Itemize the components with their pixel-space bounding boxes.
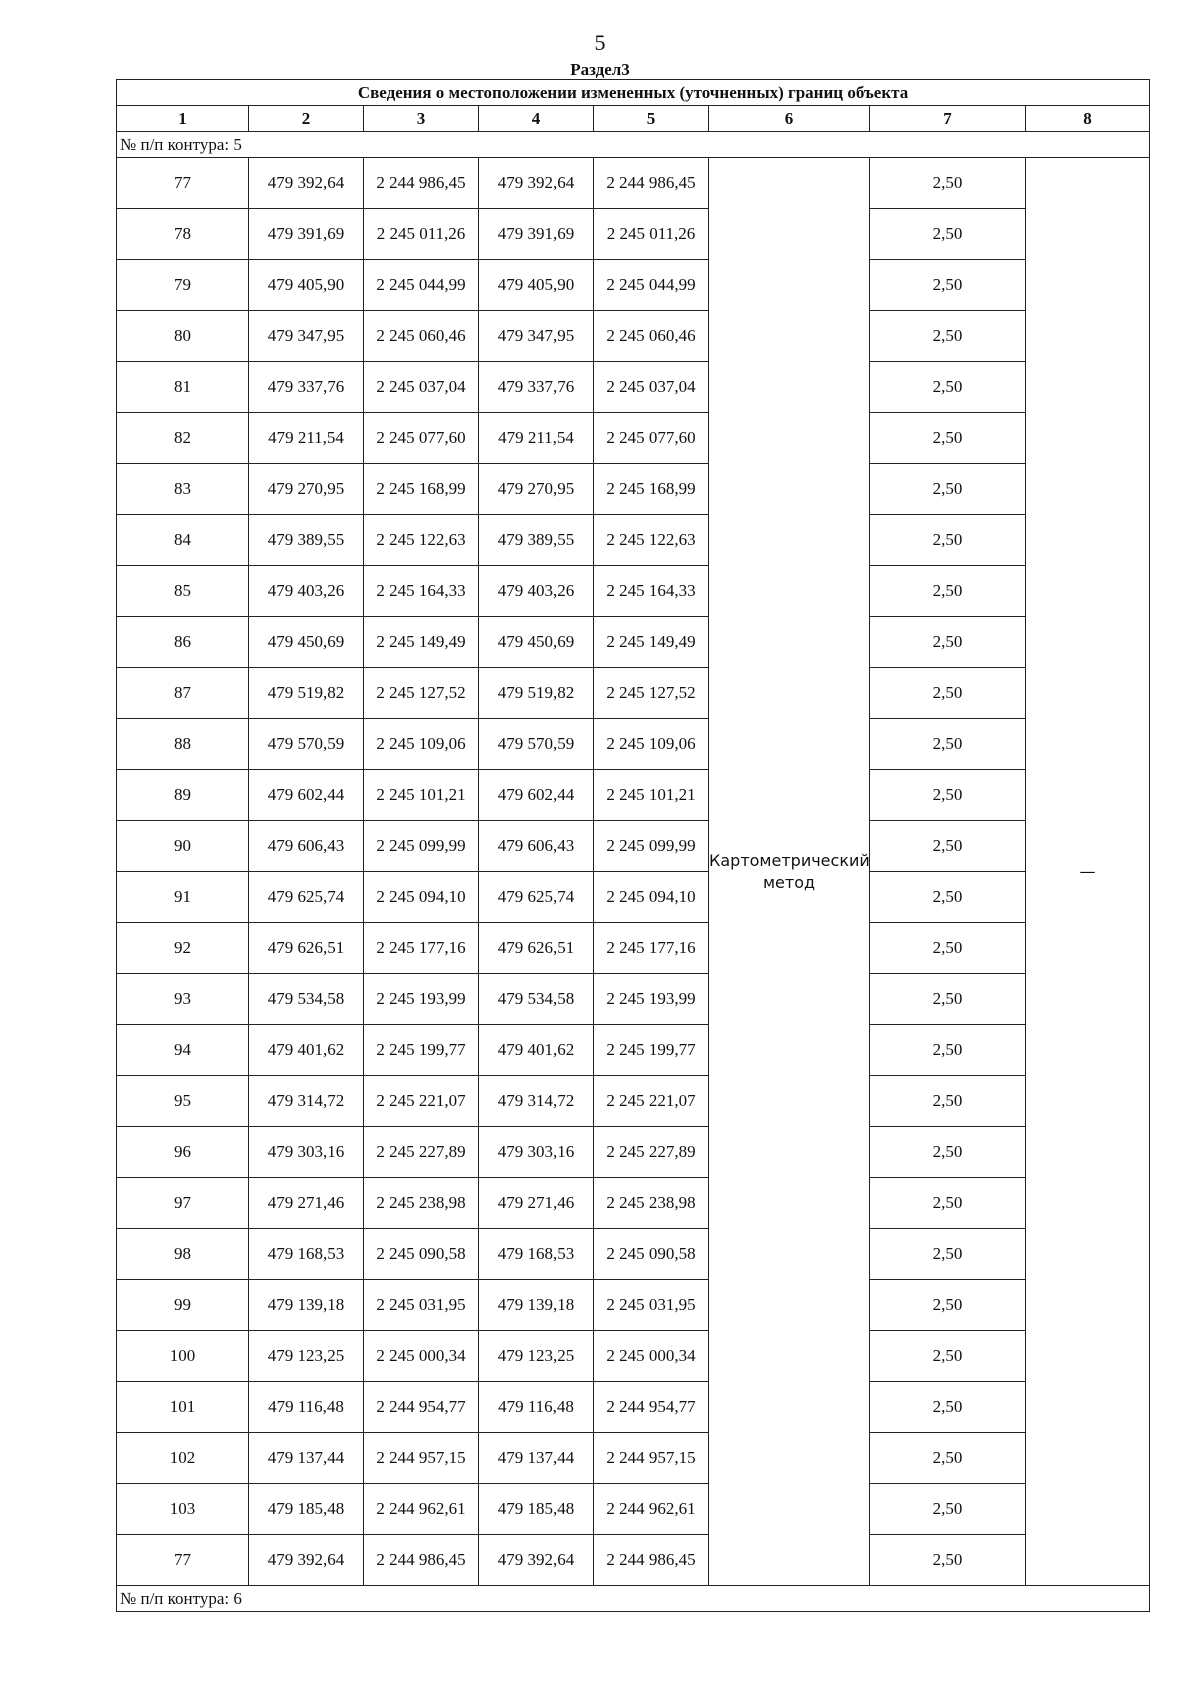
- y-new-cell: 2 245 060,46: [594, 311, 709, 362]
- note-cell: —: [1026, 158, 1150, 1586]
- point-number-cell: 89: [117, 770, 249, 821]
- x-new-cell: 479 626,51: [479, 923, 594, 974]
- point-number-cell: 92: [117, 923, 249, 974]
- x-existing-cell: 479 139,18: [249, 1280, 364, 1331]
- y-new-cell: 2 245 238,98: [594, 1178, 709, 1229]
- y-existing-cell: 2 245 164,33: [364, 566, 479, 617]
- table-row: [117, 1025, 1150, 1076]
- column-header: 8: [1026, 106, 1150, 132]
- table-row: [117, 668, 1150, 719]
- table-row: [117, 770, 1150, 821]
- coordinates-table: [116, 79, 1150, 1612]
- table-row: [117, 1433, 1150, 1484]
- point-number-cell: 83: [117, 464, 249, 515]
- accuracy-cell: 2,50: [870, 1229, 1026, 1280]
- y-new-cell: 2 244 962,61: [594, 1484, 709, 1535]
- x-existing-cell: 479 168,53: [249, 1229, 364, 1280]
- x-existing-cell: 479 185,48: [249, 1484, 364, 1535]
- point-number-cell: 90: [117, 821, 249, 872]
- y-existing-cell: 2 245 037,04: [364, 362, 479, 413]
- table-row: [117, 923, 1150, 974]
- y-new-cell: 2 245 037,04: [594, 362, 709, 413]
- table-row: [117, 617, 1150, 668]
- y-new-cell: 2 245 044,99: [594, 260, 709, 311]
- point-number-cell: 84: [117, 515, 249, 566]
- y-existing-cell: 2 245 094,10: [364, 872, 479, 923]
- y-new-cell: 2 245 122,63: [594, 515, 709, 566]
- point-number-cell: 80: [117, 311, 249, 362]
- table-row: [117, 413, 1150, 464]
- table-row: [117, 872, 1150, 923]
- x-existing-cell: 479 391,69: [249, 209, 364, 260]
- table-row: [117, 311, 1150, 362]
- y-new-cell: 2 245 164,33: [594, 566, 709, 617]
- y-new-cell: 2 244 986,45: [594, 1535, 709, 1586]
- x-new-cell: 479 168,53: [479, 1229, 594, 1280]
- x-new-cell: 479 139,18: [479, 1280, 594, 1331]
- table-row: [117, 1280, 1150, 1331]
- point-number-cell: 78: [117, 209, 249, 260]
- column-header: 7: [870, 106, 1026, 132]
- y-new-cell: 2 245 011,26: [594, 209, 709, 260]
- table-row: [117, 566, 1150, 617]
- y-new-cell: 2 245 149,49: [594, 617, 709, 668]
- x-new-cell: 479 116,48: [479, 1382, 594, 1433]
- x-new-cell: 479 401,62: [479, 1025, 594, 1076]
- accuracy-cell: 2,50: [870, 719, 1026, 770]
- accuracy-cell: 2,50: [870, 362, 1026, 413]
- x-existing-cell: 479 347,95: [249, 311, 364, 362]
- x-new-cell: 479 137,44: [479, 1433, 594, 1484]
- x-existing-cell: 479 337,76: [249, 362, 364, 413]
- y-new-cell: 2 245 127,52: [594, 668, 709, 719]
- y-new-cell: 2 245 077,60: [594, 413, 709, 464]
- x-new-cell: 479 450,69: [479, 617, 594, 668]
- column-header: 6: [709, 106, 870, 132]
- x-existing-cell: 479 314,72: [249, 1076, 364, 1127]
- y-existing-cell: 2 245 109,06: [364, 719, 479, 770]
- point-number-cell: 91: [117, 872, 249, 923]
- accuracy-cell: 2,50: [870, 209, 1026, 260]
- point-number-cell: 93: [117, 974, 249, 1025]
- accuracy-cell: 2,50: [870, 974, 1026, 1025]
- column-header-row: [117, 106, 1150, 132]
- table-row: [117, 1535, 1150, 1586]
- x-new-cell: 479 391,69: [479, 209, 594, 260]
- accuracy-cell: 2,50: [870, 1280, 1026, 1331]
- y-new-cell: 2 245 109,06: [594, 719, 709, 770]
- table-row: [117, 821, 1150, 872]
- y-existing-cell: 2 245 221,07: [364, 1076, 479, 1127]
- y-new-cell: 2 245 101,21: [594, 770, 709, 821]
- table-row: [117, 1229, 1150, 1280]
- point-number-cell: 97: [117, 1178, 249, 1229]
- y-existing-cell: 2 245 011,26: [364, 209, 479, 260]
- y-existing-cell: 2 245 238,98: [364, 1178, 479, 1229]
- table-title: Сведения о местоположении измененных (уточненных) границ объекта: [117, 80, 1150, 106]
- accuracy-cell: 2,50: [870, 668, 1026, 719]
- point-number-cell: 88: [117, 719, 249, 770]
- table-row: [117, 1484, 1150, 1535]
- y-new-cell: 2 245 031,95: [594, 1280, 709, 1331]
- x-new-cell: 479 519,82: [479, 668, 594, 719]
- y-new-cell: 2 245 221,07: [594, 1076, 709, 1127]
- section-label: Раздел3: [570, 60, 630, 79]
- x-existing-cell: 479 123,25: [249, 1331, 364, 1382]
- column-header: 2: [249, 106, 364, 132]
- x-existing-cell: 479 602,44: [249, 770, 364, 821]
- point-number-cell: 86: [117, 617, 249, 668]
- y-existing-cell: 2 245 149,49: [364, 617, 479, 668]
- x-existing-cell: 479 271,46: [249, 1178, 364, 1229]
- x-existing-cell: 479 570,59: [249, 719, 364, 770]
- x-existing-cell: 479 401,62: [249, 1025, 364, 1076]
- table-row: [117, 1331, 1150, 1382]
- x-existing-cell: 479 534,58: [249, 974, 364, 1025]
- table-row: [117, 158, 1150, 209]
- table-row: [117, 974, 1150, 1025]
- x-new-cell: 479 271,46: [479, 1178, 594, 1229]
- point-number-cell: 99: [117, 1280, 249, 1331]
- y-existing-cell: 2 245 193,99: [364, 974, 479, 1025]
- y-existing-cell: 2 245 168,99: [364, 464, 479, 515]
- y-existing-cell: 2 245 199,77: [364, 1025, 479, 1076]
- x-new-cell: 479 347,95: [479, 311, 594, 362]
- accuracy-cell: 2,50: [870, 1535, 1026, 1586]
- y-new-cell: 2 245 193,99: [594, 974, 709, 1025]
- x-new-cell: 479 270,95: [479, 464, 594, 515]
- y-existing-cell: 2 245 031,95: [364, 1280, 479, 1331]
- point-number-cell: 98: [117, 1229, 249, 1280]
- point-number-cell: 102: [117, 1433, 249, 1484]
- x-existing-cell: 479 116,48: [249, 1382, 364, 1433]
- accuracy-cell: 2,50: [870, 770, 1026, 821]
- table-row: [117, 1076, 1150, 1127]
- x-existing-cell: 479 450,69: [249, 617, 364, 668]
- x-new-cell: 479 534,58: [479, 974, 594, 1025]
- table-row: [117, 209, 1150, 260]
- table-row: [117, 464, 1150, 515]
- accuracy-cell: 2,50: [870, 1178, 1026, 1229]
- accuracy-cell: 2,50: [870, 1484, 1026, 1535]
- y-new-cell: 2 244 986,45: [594, 158, 709, 209]
- accuracy-cell: 2,50: [870, 617, 1026, 668]
- y-new-cell: 2 245 177,16: [594, 923, 709, 974]
- y-existing-cell: 2 245 227,89: [364, 1127, 479, 1178]
- point-number-cell: 81: [117, 362, 249, 413]
- x-existing-cell: 479 211,54: [249, 413, 364, 464]
- y-new-cell: 2 245 227,89: [594, 1127, 709, 1178]
- x-existing-cell: 479 403,26: [249, 566, 364, 617]
- column-header: 1: [117, 106, 249, 132]
- accuracy-cell: 2,50: [870, 566, 1026, 617]
- point-number-cell: 103: [117, 1484, 249, 1535]
- accuracy-cell: 2,50: [870, 413, 1026, 464]
- y-new-cell: 2 245 199,77: [594, 1025, 709, 1076]
- x-new-cell: 479 392,64: [479, 158, 594, 209]
- table-row: [117, 719, 1150, 770]
- point-number-cell: 85: [117, 566, 249, 617]
- table-row: [117, 515, 1150, 566]
- x-new-cell: 479 606,43: [479, 821, 594, 872]
- table-row: [117, 1382, 1150, 1433]
- table-row: [117, 362, 1150, 413]
- contour-label-end: № п/п контура: 6: [117, 1586, 1150, 1612]
- y-new-cell: 2 245 099,99: [594, 821, 709, 872]
- point-number-cell: 101: [117, 1382, 249, 1433]
- y-existing-cell: 2 245 090,58: [364, 1229, 479, 1280]
- accuracy-cell: 2,50: [870, 464, 1026, 515]
- point-number-cell: 95: [117, 1076, 249, 1127]
- column-header: 4: [479, 106, 594, 132]
- accuracy-cell: 2,50: [870, 1025, 1026, 1076]
- point-number-cell: 79: [117, 260, 249, 311]
- x-new-cell: 479 123,25: [479, 1331, 594, 1382]
- y-new-cell: 2 244 954,77: [594, 1382, 709, 1433]
- contour-label-start: № п/п контура: 5: [117, 132, 1150, 158]
- x-new-cell: 479 389,55: [479, 515, 594, 566]
- accuracy-cell: 2,50: [870, 821, 1026, 872]
- x-new-cell: 479 392,64: [479, 1535, 594, 1586]
- point-number-cell: 82: [117, 413, 249, 464]
- x-new-cell: 479 403,26: [479, 566, 594, 617]
- y-existing-cell: 2 245 101,21: [364, 770, 479, 821]
- y-existing-cell: 2 245 044,99: [364, 260, 479, 311]
- x-existing-cell: 479 519,82: [249, 668, 364, 719]
- table-row: [117, 1127, 1150, 1178]
- point-number-cell: 77: [117, 158, 249, 209]
- accuracy-cell: 2,50: [870, 1331, 1026, 1382]
- accuracy-cell: 2,50: [870, 515, 1026, 566]
- point-number-cell: 77: [117, 1535, 249, 1586]
- y-new-cell: 2 245 168,99: [594, 464, 709, 515]
- table-row: [117, 260, 1150, 311]
- y-existing-cell: 2 245 177,16: [364, 923, 479, 974]
- x-new-cell: 479 303,16: [479, 1127, 594, 1178]
- y-existing-cell: 2 244 986,45: [364, 1535, 479, 1586]
- page-number: 5: [594, 30, 606, 55]
- y-existing-cell: 2 244 986,45: [364, 158, 479, 209]
- x-existing-cell: 479 303,16: [249, 1127, 364, 1178]
- x-new-cell: 479 314,72: [479, 1076, 594, 1127]
- y-new-cell: 2 245 094,10: [594, 872, 709, 923]
- x-existing-cell: 479 270,95: [249, 464, 364, 515]
- y-existing-cell: 2 245 127,52: [364, 668, 479, 719]
- x-existing-cell: 479 392,64: [249, 1535, 364, 1586]
- table-row: [117, 1178, 1150, 1229]
- y-existing-cell: 2 245 122,63: [364, 515, 479, 566]
- x-existing-cell: 479 626,51: [249, 923, 364, 974]
- x-new-cell: 479 211,54: [479, 413, 594, 464]
- y-new-cell: 2 245 000,34: [594, 1331, 709, 1382]
- accuracy-cell: 2,50: [870, 872, 1026, 923]
- accuracy-cell: 2,50: [870, 260, 1026, 311]
- x-existing-cell: 479 137,44: [249, 1433, 364, 1484]
- y-existing-cell: 2 245 099,99: [364, 821, 479, 872]
- column-header: 5: [594, 106, 709, 132]
- y-existing-cell: 2 244 954,77: [364, 1382, 479, 1433]
- y-existing-cell: 2 245 077,60: [364, 413, 479, 464]
- y-new-cell: 2 245 090,58: [594, 1229, 709, 1280]
- y-new-cell: 2 244 957,15: [594, 1433, 709, 1484]
- point-number-cell: 96: [117, 1127, 249, 1178]
- x-existing-cell: 479 392,64: [249, 158, 364, 209]
- x-new-cell: 479 337,76: [479, 362, 594, 413]
- x-existing-cell: 479 625,74: [249, 872, 364, 923]
- accuracy-cell: 2,50: [870, 1382, 1026, 1433]
- accuracy-cell: 2,50: [870, 923, 1026, 974]
- column-header: 3: [364, 106, 479, 132]
- x-new-cell: 479 405,90: [479, 260, 594, 311]
- y-existing-cell: 2 244 957,15: [364, 1433, 479, 1484]
- x-existing-cell: 479 389,55: [249, 515, 364, 566]
- x-existing-cell: 479 405,90: [249, 260, 364, 311]
- y-existing-cell: 2 245 060,46: [364, 311, 479, 362]
- y-existing-cell: 2 244 962,61: [364, 1484, 479, 1535]
- x-new-cell: 479 185,48: [479, 1484, 594, 1535]
- accuracy-cell: 2,50: [870, 1127, 1026, 1178]
- x-new-cell: 479 602,44: [479, 770, 594, 821]
- x-new-cell: 479 625,74: [479, 872, 594, 923]
- y-existing-cell: 2 245 000,34: [364, 1331, 479, 1382]
- point-number-cell: 100: [117, 1331, 249, 1382]
- accuracy-cell: 2,50: [870, 311, 1026, 362]
- point-number-cell: 87: [117, 668, 249, 719]
- accuracy-cell: 2,50: [870, 158, 1026, 209]
- accuracy-cell: 2,50: [870, 1076, 1026, 1127]
- accuracy-cell: 2,50: [870, 1433, 1026, 1484]
- x-new-cell: 479 570,59: [479, 719, 594, 770]
- method-cell: Картометрический метод: [709, 158, 870, 1586]
- x-existing-cell: 479 606,43: [249, 821, 364, 872]
- point-number-cell: 94: [117, 1025, 249, 1076]
